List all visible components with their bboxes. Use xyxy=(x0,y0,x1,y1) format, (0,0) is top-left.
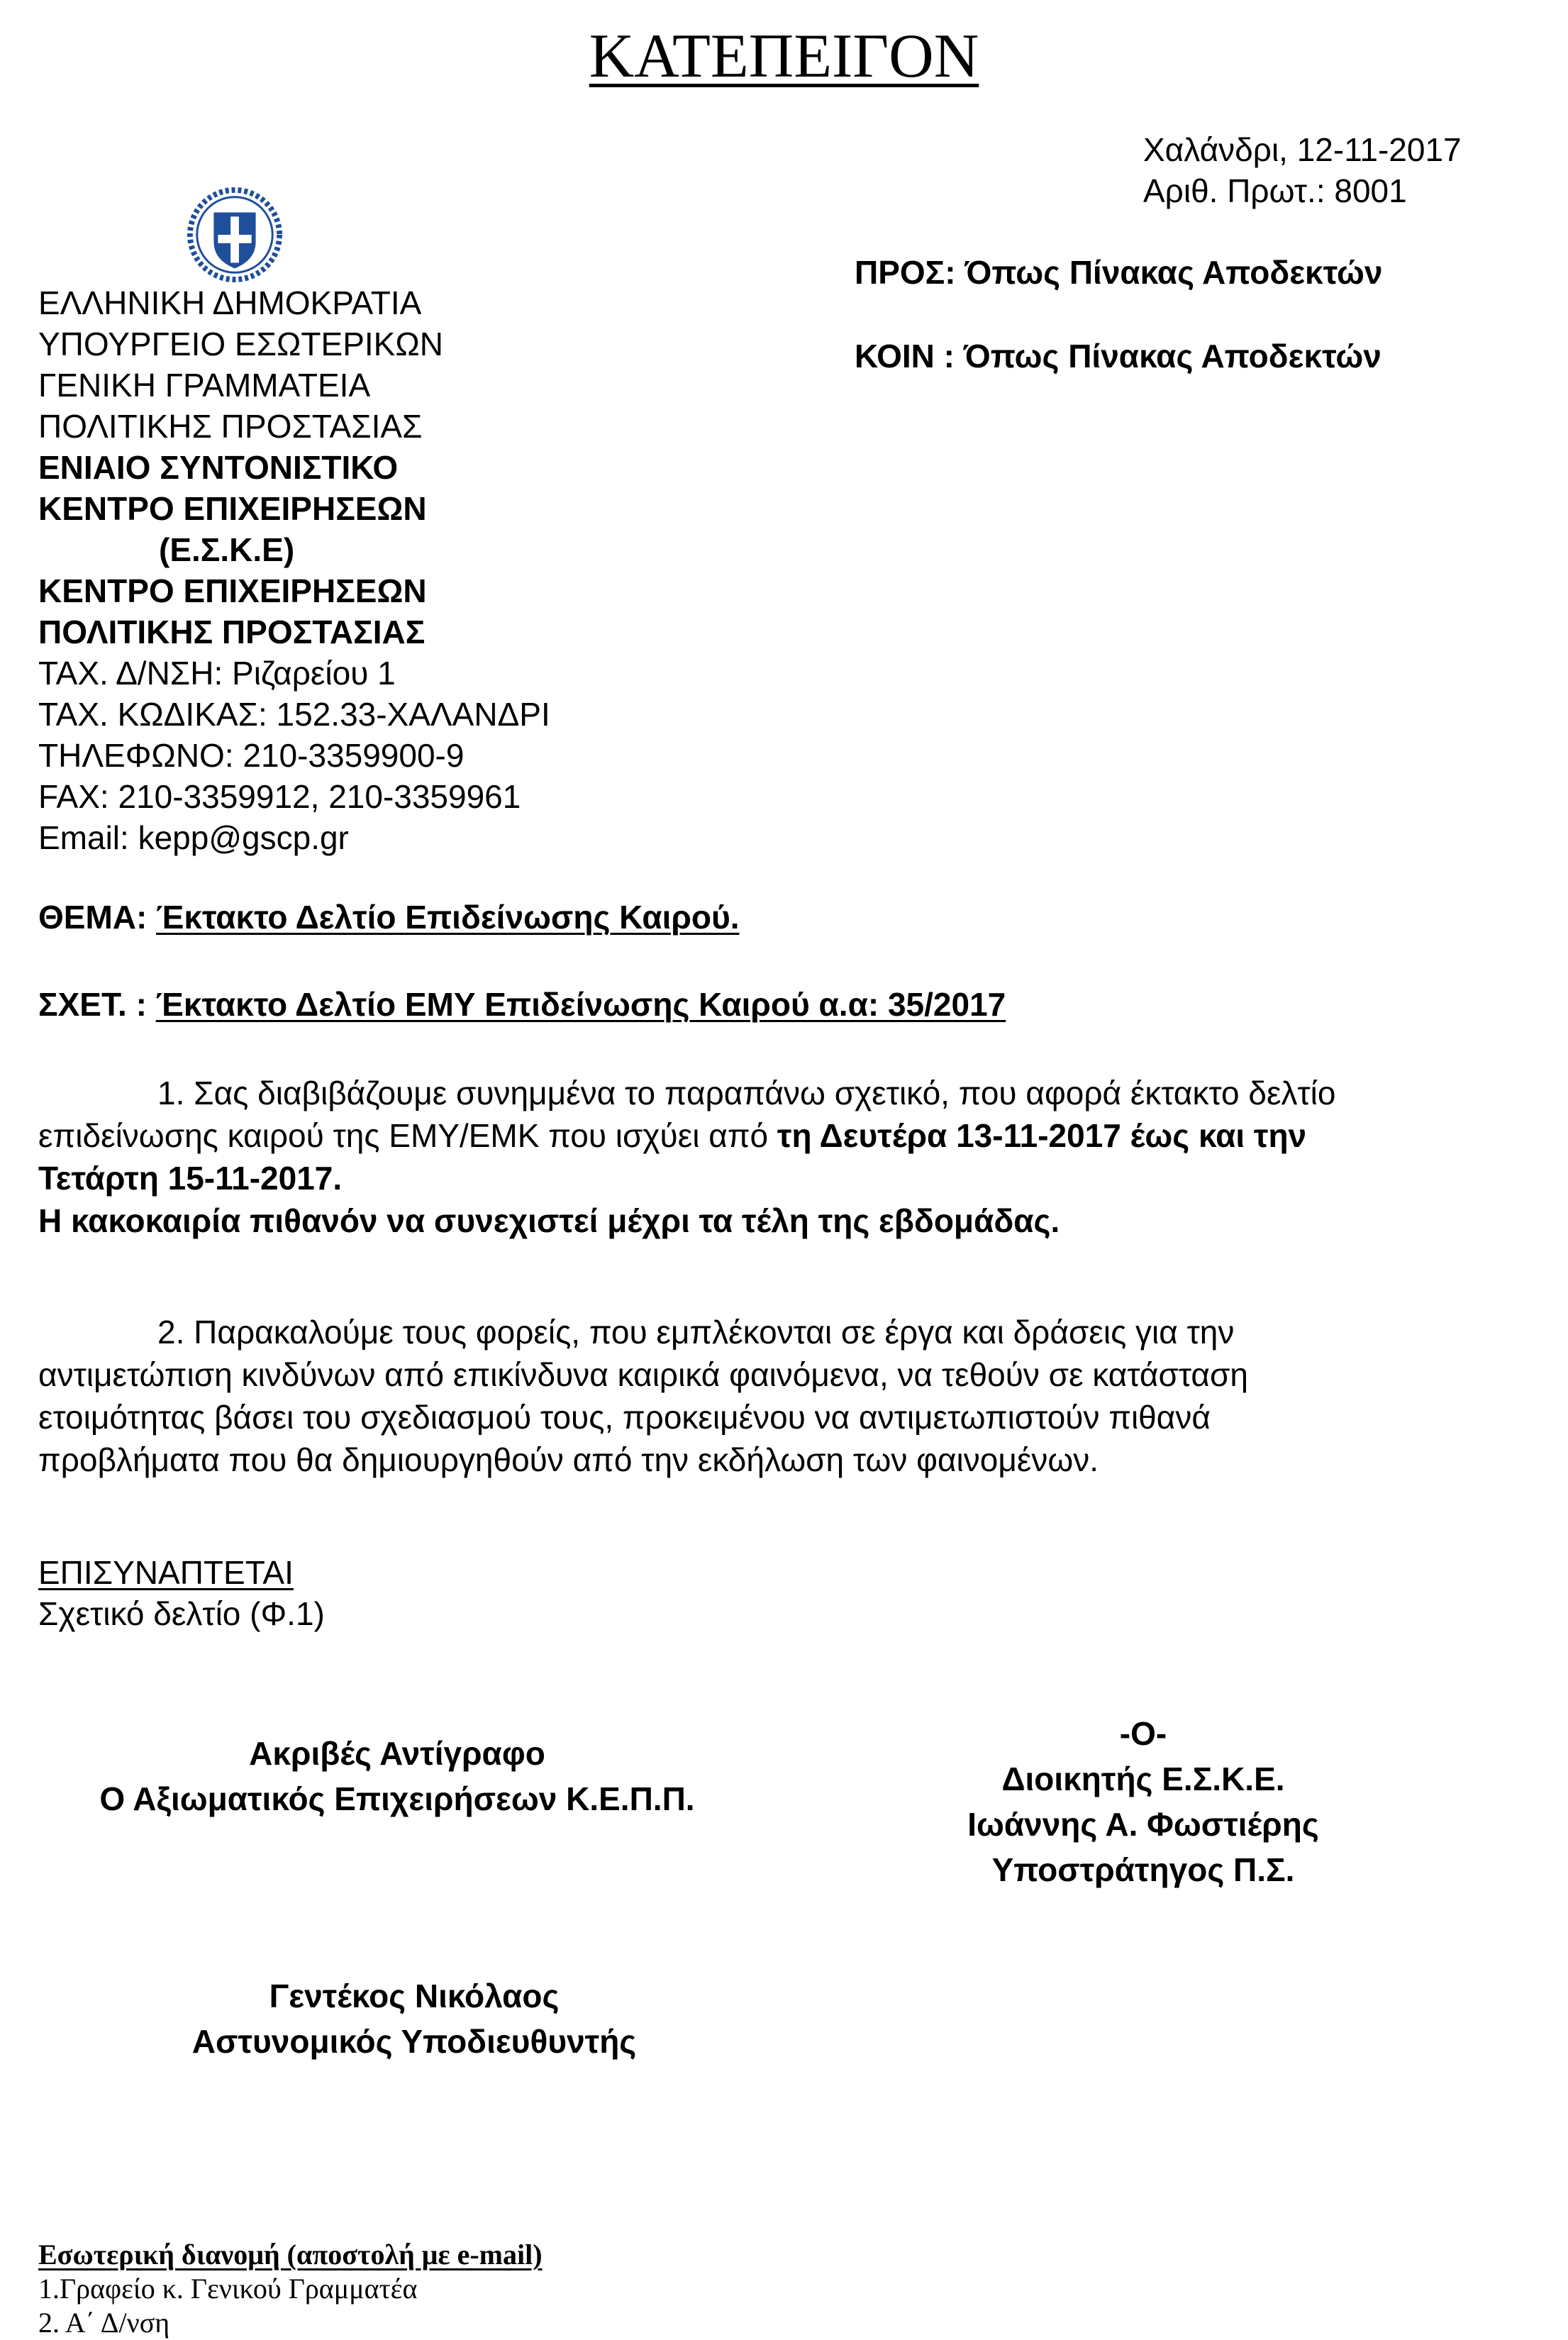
commander-title: Διοικητής Ε.Σ.Κ.Ε. xyxy=(1001,1760,1285,1797)
validity-period: τη Δευτέρα 13-11-2017 έως και την xyxy=(777,1117,1307,1154)
true-copy-label: Ακριβές Αντίγραφο xyxy=(249,1735,545,1772)
recipients-block xyxy=(855,252,1382,377)
issuer-line: ΕΝΙΑΙΟ ΣΥΝΤΟΝΙΣΤΙΚΟ xyxy=(38,449,399,486)
paragraph-line: 1. Σας διαβιβάζουμε συνημμένα το παραπάνω σχετικό, που αφορά έκτακτο δελτίο xyxy=(157,1075,1336,1111)
issuer-postal-code: ΤΑΧ. ΚΩΔΙΚΑΣ: 152.33-ΧΑΛΑΝΔΡΙ xyxy=(38,696,550,733)
distribution-item: 2. Α΄ Δ/νση xyxy=(38,2307,170,2339)
attachment-block xyxy=(38,1552,325,1634)
commander-rank: Υποστράτηγος Π.Σ. xyxy=(991,1851,1295,1888)
issuer-block xyxy=(38,282,550,858)
issuer-line: ΚΕΝΤΡΟ ΕΠΙΧΕΙΡΗΣΕΩΝ xyxy=(38,490,427,527)
commander-name: Ιωάννης Α. Φωστιέρης xyxy=(967,1806,1319,1843)
issuer-line: ΠΟΛΙΤΙΚΗΣ ΠΡΟΣΤΑΣΙΑΣ xyxy=(38,408,423,445)
document-title: ΚΑΤΕΠΕΙΓΟΝ xyxy=(589,22,979,91)
issuer-line: ΠΟΛΙΤΙΚΗΣ ΠΡΟΣΤΑΣΙΑΣ xyxy=(38,614,426,650)
paragraph-text: επιδείνωσης καιρού της ΕΜΥ/ΕΜΚ που ισχύει από xyxy=(38,1117,777,1154)
attachment-item: Σχετικό δελτίο (Φ.1) xyxy=(38,1595,325,1632)
issuer-phone: ΤΗΛΕΦΩΝΟ: 210-3359900-9 xyxy=(38,737,465,774)
paragraph-line: ετοιμότητας βάσει του σχεδιασμού τους, προκειμένου να αντιμετωπιστούν πιθανά xyxy=(38,1399,1211,1436)
greek-coat-of-arms-icon xyxy=(186,186,284,284)
commander-signature-block xyxy=(895,1711,1391,1892)
paragraph-2 xyxy=(38,1311,1503,1481)
paragraph-line xyxy=(38,1114,1503,1157)
distribution-item: 1.Γραφείο κ. Γενικού Γραμματέα xyxy=(38,2273,418,2305)
recipients-cc: ΚΟΙΝ : Όπως Πίνακας Αποδεκτών xyxy=(855,338,1381,375)
officer-rank: Αστυνομικός Υποδιευθυντής xyxy=(191,2023,637,2060)
subject-text: Έκτακτο Δελτίο Επιδείνωσης Καιρού. xyxy=(156,899,740,936)
true-copy-block xyxy=(43,1731,752,1821)
distribution-heading: Εσωτερική διανομή (αποστολή με e-mail) xyxy=(38,2239,543,2270)
paragraph-line: αντιμετώπιση κινδύνων από επικίνδυνα καιρικά φαινόμενα, να τεθούν σε κατάσταση xyxy=(38,1356,1248,1393)
subject-label: ΘΕΜΑ: xyxy=(38,899,157,936)
issuer-address: ΤΑΧ. Δ/ΝΣΗ: Ριζαρείου 1 xyxy=(38,655,396,692)
true-copy-officer-title: Ο Αξιωματικός Επιχειρήσεων Κ.Ε.Π.Π. xyxy=(99,1780,695,1817)
issuer-line: ΥΠΟΥΡΓΕΙΟ ΕΣΩΤΕΡΙΚΩΝ xyxy=(38,326,443,362)
reference-label: ΣΧΕΤ. : xyxy=(38,986,156,1023)
reference-line xyxy=(38,984,1006,1025)
document-meta xyxy=(1143,129,1462,211)
officer-signature-block xyxy=(60,1973,769,2064)
paragraph-1 xyxy=(38,1072,1503,1242)
place-date: Χαλάνδρι, 12-11-2017 xyxy=(1143,131,1462,168)
signature-article: -Ο- xyxy=(1119,1715,1167,1752)
recipients-to: ΠΡΟΣ: Όπως Πίνακας Αποδεκτών xyxy=(855,254,1383,291)
internal-distribution xyxy=(38,2238,543,2340)
issuer-line: ΚΕΝΤΡΟ ΕΠΙΧΕΙΡΗΣΕΩΝ xyxy=(38,572,427,609)
officer-name: Γεντέκος Νικόλαος xyxy=(269,1978,560,2014)
paragraph-line: 2. Παρακαλούμε τους φορείς, που εμπλέκονται σε έργα και δράσεις για την xyxy=(157,1314,1235,1351)
issuer-line: ΕΛΛΗΝΙΚΗ ΔΗΜΟΚΡΑΤΙΑ xyxy=(38,284,422,321)
subject-line xyxy=(38,897,740,938)
protocol-number: Αριθ. Πρωτ.: 8001 xyxy=(1143,172,1407,209)
issuer-email: Email: kepp@gscp.gr xyxy=(38,819,349,856)
issuer-line: ΓΕΝΙΚΗ ΓΡΑΜΜΑΤΕΙΑ xyxy=(38,367,371,404)
issuer-fax: FAX: 210-3359912, 210-3359961 xyxy=(38,778,521,815)
paragraph-line: Τετάρτη 15-11-2017. xyxy=(38,1160,343,1197)
reference-text: Έκτακτο Δελτίο ΕΜΥ Επιδείνωσης Καιρού α.α: 35/2017 xyxy=(155,986,1006,1023)
paragraph-line: προβλήματα που θα δημιουργηθούν από την εκδήλωση των φαινομένων. xyxy=(38,1441,1099,1478)
attachment-heading: ΕΠΙΣΥΝΑΠΤΕΤΑΙ xyxy=(38,1554,294,1591)
paragraph-line: Η κακοκαιρία πιθανόν να συνεχιστεί μέχρι τα τέλη της εβδομάδας. xyxy=(38,1202,1060,1239)
issuer-line: (Ε.Σ.Κ.Ε) xyxy=(159,531,295,568)
